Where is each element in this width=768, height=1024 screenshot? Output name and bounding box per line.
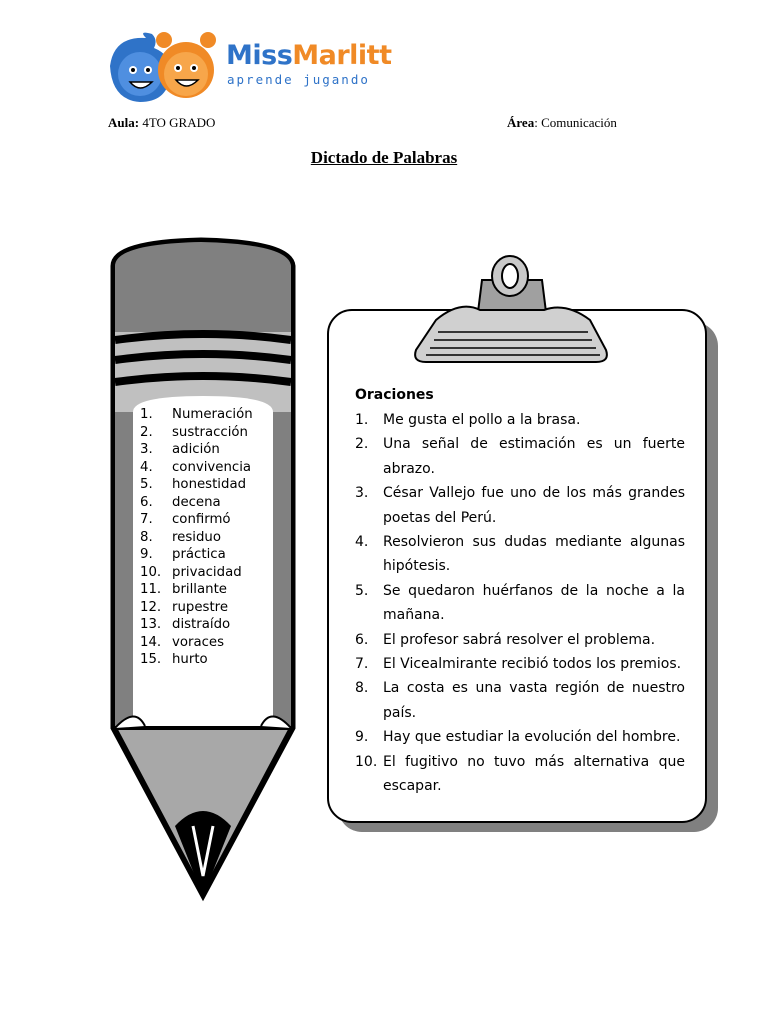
list-item bbox=[355, 750, 685, 799]
item-word: práctica bbox=[172, 547, 226, 562]
item-word: voraces bbox=[172, 634, 225, 650]
list-item bbox=[355, 579, 685, 628]
list-item bbox=[355, 676, 685, 725]
list-item bbox=[355, 652, 685, 676]
item-sentence: Una señal de estimación es un fuerte abrazo. bbox=[383, 436, 685, 477]
item-word: honestidad bbox=[172, 477, 247, 492]
list-item bbox=[140, 476, 280, 494]
item-sentence: Resolvieron sus dudas mediante algunas hipótesis. bbox=[383, 534, 685, 575]
item-word: convivencia bbox=[172, 459, 252, 475]
item-sentence: El profesor sabrá resolver el problema. bbox=[383, 631, 656, 648]
item-number: 1. bbox=[355, 412, 369, 428]
item-number: 5. bbox=[355, 582, 369, 599]
item-word: hurto bbox=[172, 652, 208, 667]
item-word: rupestre bbox=[172, 599, 229, 615]
sentence-list bbox=[355, 408, 685, 799]
item-number: 9. bbox=[140, 547, 153, 562]
item-number: 8. bbox=[140, 529, 153, 545]
item-number: 12. bbox=[140, 599, 162, 615]
page-title: Dictado de Palabras bbox=[310, 148, 458, 167]
list-item bbox=[140, 599, 280, 617]
list-item bbox=[140, 581, 280, 599]
item-word: distraído bbox=[172, 617, 231, 632]
list-item bbox=[355, 481, 685, 530]
item-word: adición bbox=[172, 442, 220, 457]
list-item bbox=[355, 725, 685, 749]
girl-face-icon bbox=[156, 32, 216, 98]
word-list bbox=[140, 406, 280, 669]
list-item bbox=[355, 628, 685, 652]
item-number: 3. bbox=[355, 485, 369, 502]
area-value: : Comunicación bbox=[534, 115, 617, 130]
item-word: residuo bbox=[172, 529, 221, 545]
list-item bbox=[140, 546, 280, 564]
list-item bbox=[140, 511, 280, 529]
aula-info bbox=[108, 115, 215, 131]
list-item bbox=[140, 406, 280, 424]
item-number: 4. bbox=[355, 534, 369, 551]
list-item bbox=[140, 459, 280, 477]
list-item bbox=[140, 529, 280, 547]
item-number: 7. bbox=[355, 656, 369, 673]
item-number: 3. bbox=[140, 442, 153, 457]
item-number: 10. bbox=[355, 753, 378, 770]
item-number: 1. bbox=[140, 407, 153, 422]
item-number: 13. bbox=[140, 617, 162, 632]
item-sentence: La costa es una vasta región de nuestro país. bbox=[383, 680, 685, 721]
list-item bbox=[140, 634, 280, 652]
list-item bbox=[140, 616, 280, 634]
list-item bbox=[140, 651, 280, 669]
area-info bbox=[507, 115, 617, 131]
area-label: Área bbox=[507, 115, 535, 130]
item-word: decena bbox=[172, 494, 221, 510]
aula-value: 4TO GRADO bbox=[142, 115, 216, 130]
item-number: 8. bbox=[355, 680, 369, 697]
list-item bbox=[140, 424, 280, 442]
item-sentence: El Vicealmirante recibió todos los premios. bbox=[383, 656, 682, 673]
item-number: 7. bbox=[140, 512, 153, 527]
item-number: 6. bbox=[355, 631, 369, 648]
item-number: 14. bbox=[140, 634, 162, 650]
item-number: 6. bbox=[140, 494, 153, 510]
item-sentence: César Vallejo fue uno de los más grandes poetas del Perú. bbox=[383, 485, 685, 526]
item-number: 15. bbox=[140, 652, 162, 667]
item-number: 2. bbox=[140, 424, 153, 440]
item-sentence: Hay que estudiar la evolución del hombre. bbox=[383, 729, 681, 746]
list-item bbox=[355, 530, 685, 579]
item-word: confirmó bbox=[172, 512, 231, 527]
item-word: privacidad bbox=[172, 564, 242, 580]
item-number: 2. bbox=[355, 436, 369, 453]
item-number: 4. bbox=[140, 459, 153, 475]
item-sentence: El fugitivo no tuvo más alternativa que escapar. bbox=[383, 753, 685, 795]
aula-label: Aula: bbox=[108, 115, 140, 130]
list-item bbox=[140, 564, 280, 582]
brand-name: MissMarlitt bbox=[226, 40, 392, 71]
item-number: 10. bbox=[140, 564, 162, 580]
item-sentence: Se quedaron huérfanos de la noche a la mañana. bbox=[383, 582, 685, 624]
item-word: sustracción bbox=[172, 424, 248, 440]
item-number: 9. bbox=[355, 729, 369, 746]
item-word: brillante bbox=[172, 582, 227, 597]
list-item bbox=[140, 441, 280, 459]
sentences-heading: Oraciones bbox=[355, 387, 434, 403]
item-number: 5. bbox=[140, 477, 153, 492]
brand-tagline: aprende jugando bbox=[227, 72, 370, 87]
item-sentence: Me gusta el pollo a la brasa. bbox=[383, 412, 581, 428]
list-item bbox=[355, 408, 685, 432]
list-item bbox=[355, 432, 685, 481]
item-number: 11. bbox=[140, 582, 162, 597]
item-word: Numeración bbox=[172, 407, 253, 422]
list-item bbox=[140, 494, 280, 512]
